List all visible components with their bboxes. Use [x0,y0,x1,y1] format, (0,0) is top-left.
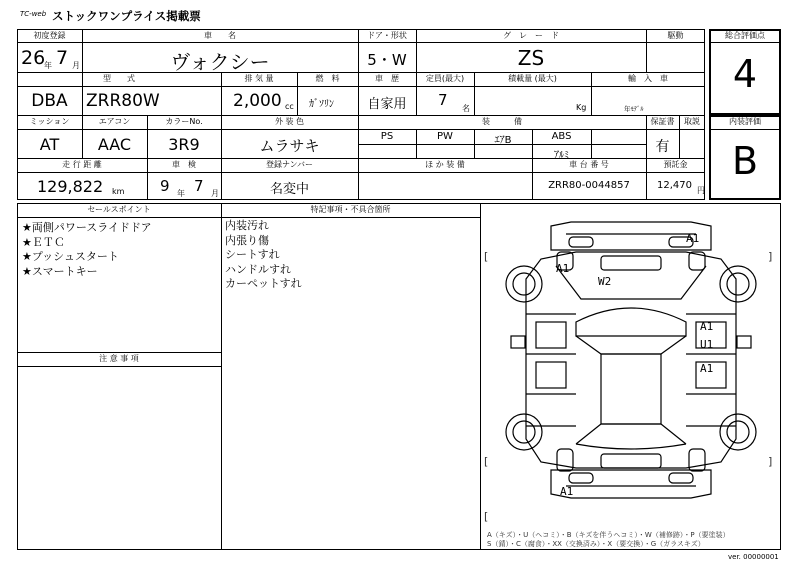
capacity-unit: 名 [462,104,470,113]
list-item: 内装汚れ [225,219,269,232]
label-plate: 登録ナンバー [265,160,314,169]
bracket-mark: ] [768,455,773,468]
label-other-equipment: ほ か 装 備 [425,160,465,169]
chassis-number: ZRR80-0044857 [548,180,630,191]
damage-mark: A1 [700,362,714,375]
list-item: 内張り傷 [225,233,269,247]
month-unit: 月 [72,61,80,70]
label-notes: 特記事項・不具合箇所 [310,205,391,214]
interior-score: B [731,139,759,183]
inspection-month-unit: 月 [211,189,219,198]
list-item: ★ＥＴＣ [22,235,65,249]
inspection-year: 9 [160,177,170,195]
equipment-ps: PS [380,131,394,142]
label-car-name: 車 名 [204,31,236,40]
equipment-abs: ABS [551,131,572,142]
displacement: 2,000 [233,91,282,111]
inspection-month: 7 [194,177,204,195]
mileage: 129,822 [37,177,104,196]
list-item: ★両側パワースライドドア [22,221,152,234]
label-inspection: 車 検 [172,160,196,169]
label-door: ドア・形状 [367,31,407,40]
list-item: ★スマートキー [22,264,98,278]
label-history: 車 歴 [375,74,399,83]
recycle-deposit: 12,470 [657,180,692,191]
history: 自家用 [367,97,407,112]
damage-mark: U1 [700,338,714,351]
equipment-airbag: ｴｱB [494,135,512,146]
first-reg-year: 26 [21,47,46,69]
label-manual: 取説 [684,117,700,126]
version-label: ver. 00000001 [728,553,779,561]
bracket-mark: [ [484,250,489,263]
label-fuel: 燃 料 [315,74,340,83]
label-color-no: カラーNo. [165,117,203,126]
capacity: 7 [438,91,448,109]
mission: AT [39,135,60,154]
label-chassis: 車 台 番 号 [569,160,609,169]
damage-mark: A1 [556,262,570,275]
door-type: 5・W [367,51,407,69]
logo: TC-web [20,10,47,18]
label-interior-score: 内装評価 [729,117,761,126]
damage-mark: A1 [700,320,714,333]
label-displacement: 排 気 量 [244,74,274,83]
damage-mark: A1 [686,232,700,245]
equipment-pw: PW [437,131,453,142]
model-type: ZRR80W [86,91,160,111]
label-drive: 駆動 [667,31,684,40]
type-prefix: DBA [31,91,68,111]
damage-legend-line-2: S（錆）・C（腐食）・XX（交換済み）・X（要交換）・G（ガラスキズ） [487,540,705,548]
exterior-color: ムラサキ [259,137,320,155]
color-no: 3R9 [168,135,200,154]
label-mission: ミッション [29,117,70,126]
fuel: ｶﾞｿﾘﾝ [309,99,334,110]
load-unit: Kg [576,103,587,112]
list-item: カーペットすれ [225,277,302,290]
bracket-mark: ] [768,250,773,263]
label-equipment: 装 備 [482,117,522,126]
sales-points-list [22,221,152,279]
label-import: 輸 入 車 [628,74,668,83]
bracket-mark: [ [484,455,489,468]
car-name: ヴォクシー [170,50,270,74]
damage-mark: W2 [598,275,612,288]
list-item: シートすれ [225,248,280,261]
car-damage-diagram [481,204,780,549]
label-sales-points: セールスポイント [87,205,151,214]
page-title: ストックワンプライス掲載票 [52,9,201,23]
equipment-alloy: ｱﾙﾐ [554,150,569,161]
label-grade: グ レ ー ド [503,31,559,40]
cc-unit: cc [285,102,294,111]
plate-number: 名変中 [269,182,309,197]
import-unit: 年ﾓﾃﾞﾙ [624,105,644,113]
inspection-year-unit: 年 [177,189,185,198]
label-recycle: 預託金 [663,160,688,169]
label-warranty: 保証書 [650,117,675,126]
bracket-mark: [ [484,510,489,523]
damage-legend-line-1: A（キズ）・U（ヘコミ）・B（キズを伴うヘコミ）・W（補修跡）・P（要塗装） [487,531,730,539]
notes-list [225,219,302,292]
label-aircon: エアコン [98,117,131,126]
first-reg-month: 7 [56,47,69,69]
label-type: 型 式 [103,74,135,83]
label-capacity: 定員(最大) [425,74,465,83]
recycle-unit: 円 [697,186,705,195]
total-score: 4 [732,52,758,96]
grade: ZS [517,46,545,70]
warranty: 有 [655,139,670,155]
year-unit: 年 [44,61,52,70]
label-caution: 注 意 事 項 [99,354,139,363]
damage-mark: A1 [560,485,574,498]
label-mileage: 走 行 距 離 [62,160,102,169]
label-first-reg: 初度登録 [33,31,66,40]
list-item: ★プッシュスタート [22,250,119,263]
label-color: 外 装 色 [274,117,305,126]
label-total-score: 総合評価点 [725,31,765,40]
aircon: AAC [97,135,132,154]
mileage-unit: km [112,187,125,196]
list-item: ハンドルすれ [225,262,291,276]
label-load: 積載量 (最大) [508,74,557,83]
